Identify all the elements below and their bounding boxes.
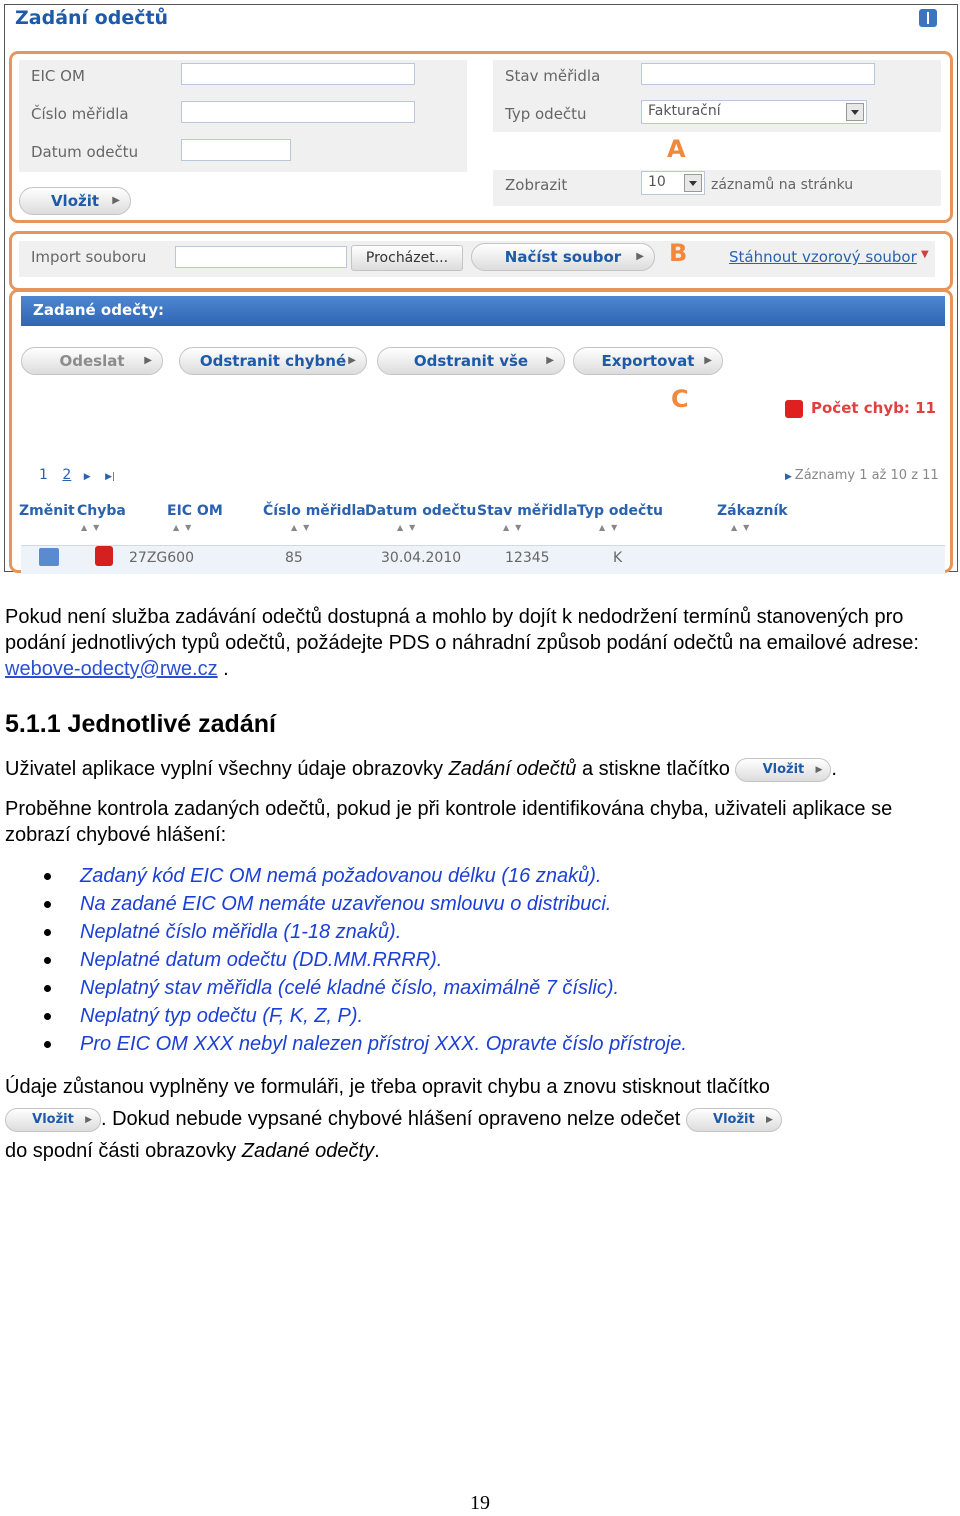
sort-icon[interactable]: ▲▼ [503, 523, 528, 532]
chevron-right-icon: ▶ [546, 355, 554, 366]
insert-button-image [686, 1108, 782, 1132]
email-link[interactable]: webove-odecty@rwe.cz [5, 658, 218, 680]
list-item: Neplatný stav měřidla (celé kladné číslo, maximálně 7 číslic). [40, 974, 687, 1002]
list-item: Pro EIC OM XXX nebyl nalezen přístroj XXX. Opravte číslo přístroje. [40, 1030, 687, 1058]
send-button-label: Odeslat [59, 352, 125, 370]
col-customer[interactable]: Zákazník [717, 503, 788, 519]
sort-icon[interactable]: ▲▼ [599, 523, 624, 532]
instruction-end: . [831, 758, 837, 780]
instruction-text: Uživatel aplikace vyplní všechny údaje obrazovky [5, 758, 449, 780]
error-list [40, 862, 687, 1058]
list-item: Neplatné číslo měřidla (1-18 znaků). [40, 918, 687, 946]
chevron-right-icon: ▶ [815, 764, 823, 775]
show-label: Zobrazit [505, 176, 568, 194]
records-text: Záznamy 1 až 10 z 11 [794, 468, 939, 483]
file-path-input[interactable] [175, 246, 347, 268]
chevron-down-icon [684, 174, 702, 192]
instruction-text-2: a stiskne tlačítko [576, 758, 736, 780]
help-icon[interactable] [919, 9, 937, 27]
col-meter-state[interactable]: Stav měřidla [477, 503, 578, 519]
browse-button[interactable]: Procházet... [351, 245, 463, 271]
reading-date-label: Datum odečtu [31, 143, 139, 161]
edit-icon[interactable] [39, 548, 59, 566]
screen-title: Zadání odečtů [15, 7, 169, 29]
remove-invalid-button[interactable] [179, 347, 367, 375]
arrow-icon: ▶ [785, 472, 795, 482]
col-change[interactable]: Změnit [19, 503, 75, 519]
error-count [785, 399, 936, 418]
chevron-right-icon: ▶ [636, 251, 644, 262]
col-reading-date[interactable]: Datum odečtu [365, 503, 477, 519]
chevron-right-icon: ▶ [144, 355, 152, 366]
insert-button-label: Vložit [50, 192, 100, 210]
eic-input[interactable] [181, 63, 415, 85]
sort-icon[interactable]: ▲▼ [81, 523, 106, 532]
per-page-value: 10 [648, 174, 666, 190]
col-eic[interactable]: EIC OM [167, 503, 223, 519]
insert-button-image [5, 1108, 101, 1132]
eic-label: EIC OM [31, 67, 85, 85]
insert-button[interactable] [19, 187, 131, 215]
export-button[interactable] [573, 347, 723, 375]
meter-number-label: Číslo měřidla [31, 105, 129, 123]
send-button[interactable] [21, 347, 163, 375]
meter-state-input[interactable] [641, 63, 875, 85]
list-item: Neplatné datum odečtu (DD.MM.RRRR). [40, 946, 687, 974]
sort-icon[interactable]: ▲▼ [291, 523, 316, 532]
correction-text-2: . Dokud nebude vypsané chybové hlášení opraveno nelze odečet [101, 1108, 686, 1130]
sort-icon[interactable]: ▲▼ [173, 523, 198, 532]
availability-end: . [217, 658, 229, 680]
availability-paragraph [5, 604, 955, 682]
chevron-right-icon: ▶ [704, 355, 712, 366]
sort-icon[interactable]: ▲▼ [731, 523, 756, 532]
page-2[interactable]: 2 [62, 467, 72, 483]
col-meter-number[interactable]: Číslo měřidla [263, 503, 366, 519]
section-heading: 5.1.1 Jednotlivé zadání [5, 710, 276, 738]
load-file-button[interactable] [471, 243, 655, 271]
entered-readings-header [21, 296, 945, 326]
correction-text: Údaje zůstanou vyplněny ve formuláři, je třeba opravit chybu a znovu stisknout tlačítko [5, 1076, 770, 1098]
list-item: Na zadané EIC OM nemáte uzavřenou smlouvu o distribuci. [40, 890, 687, 918]
insert-button-image-label: Vložit [32, 1111, 74, 1127]
list-item: Neplatný typ odečtu (F, K, Z, P). [40, 1002, 687, 1030]
download-icon[interactable]: ▼ [921, 249, 929, 260]
insert-button-image-label: Vložit [713, 1111, 755, 1127]
error-count-text: Počet chyb: 11 [811, 399, 936, 417]
sort-icon[interactable]: ▲▼ [397, 523, 422, 532]
reading-date-input[interactable] [181, 139, 291, 161]
chevron-right-icon: ▶ [348, 355, 356, 366]
import-label: Import souboru [31, 248, 147, 266]
meter-number-input[interactable] [181, 101, 415, 123]
cell-reading-type: K [613, 550, 623, 566]
chevron-right-icon: ▶ [112, 195, 120, 206]
chevron-down-icon [846, 103, 864, 121]
records-info [785, 468, 939, 483]
instruction-paragraph [5, 756, 955, 782]
screenshot-frame [4, 4, 958, 572]
validation-paragraph: Proběhne kontrola zadaných odečtů, pokud je při kontrole identifikována chyba, uživateli aplikace se zobrazí chybové hlášení: [5, 798, 893, 846]
next-page-icon[interactable]: ▶ [83, 472, 91, 482]
cell-meter-number: 85 [285, 550, 303, 566]
remove-all-label: Odstranit vše [413, 352, 529, 370]
per-page-label: záznamů na stránku [711, 177, 854, 193]
chevron-right-icon: ▶ [765, 1114, 773, 1125]
marker-b: B [669, 239, 688, 267]
error-icon[interactable] [95, 546, 113, 566]
export-button-label: Exportovat [601, 352, 695, 370]
per-page-select[interactable] [641, 171, 705, 195]
reading-type-value: Fakturační [648, 103, 721, 119]
correction-end: . [374, 1140, 380, 1162]
availability-text: Pokud není služba zadávání odečtů dostupná a mohlo by dojít k nedodržení termínů stanovených pro podání jednotlivých typů odečtů, požádejte PDS o náhradní způsob podání odečtů na emailové adrese: [5, 606, 919, 654]
page-number: 19 [470, 1492, 490, 1514]
marker-a: A [667, 135, 686, 163]
insert-button-image [735, 758, 831, 782]
remove-all-button[interactable] [377, 347, 565, 375]
col-error[interactable]: Chyba [77, 503, 126, 519]
download-sample-link[interactable]: Stáhnout vzorový soubor [729, 248, 917, 266]
correction-text-3: do spodní části obrazovky [5, 1140, 242, 1162]
list-item: Zadaný kód EIC OM nemá požadovanou délku (16 znaků). [40, 862, 687, 890]
instruction-emphasis: Zadání odečtů [448, 758, 577, 780]
meter-state-label: Stav měřidla [505, 67, 601, 85]
correction-emphasis: Zadané odečty [241, 1140, 375, 1162]
cell-reading-date: 30.04.2010 [381, 550, 462, 566]
remove-invalid-label: Odstranit chybné [199, 352, 347, 370]
correction-paragraph [5, 1071, 955, 1167]
col-reading-type[interactable]: Typ odečtu [577, 503, 664, 519]
entered-readings-panel [9, 289, 953, 573]
marker-c: C [671, 385, 689, 413]
cell-meter-state: 12345 [505, 550, 550, 566]
error-icon [785, 400, 803, 418]
pagination [39, 467, 125, 483]
entered-header-label: Zadané odečty: [33, 301, 164, 319]
load-file-label: Načíst soubor [504, 248, 622, 266]
reading-type-select[interactable] [641, 100, 867, 124]
reading-type-label: Typ odečtu [505, 105, 587, 123]
cell-eic: 27ZG600 [129, 550, 194, 566]
last-page-icon[interactable]: ▶| [105, 472, 116, 482]
insert-button-image-label: Vložit [762, 761, 805, 777]
chevron-right-icon: ▶ [85, 1114, 92, 1125]
page-1[interactable]: 1 [39, 467, 48, 483]
